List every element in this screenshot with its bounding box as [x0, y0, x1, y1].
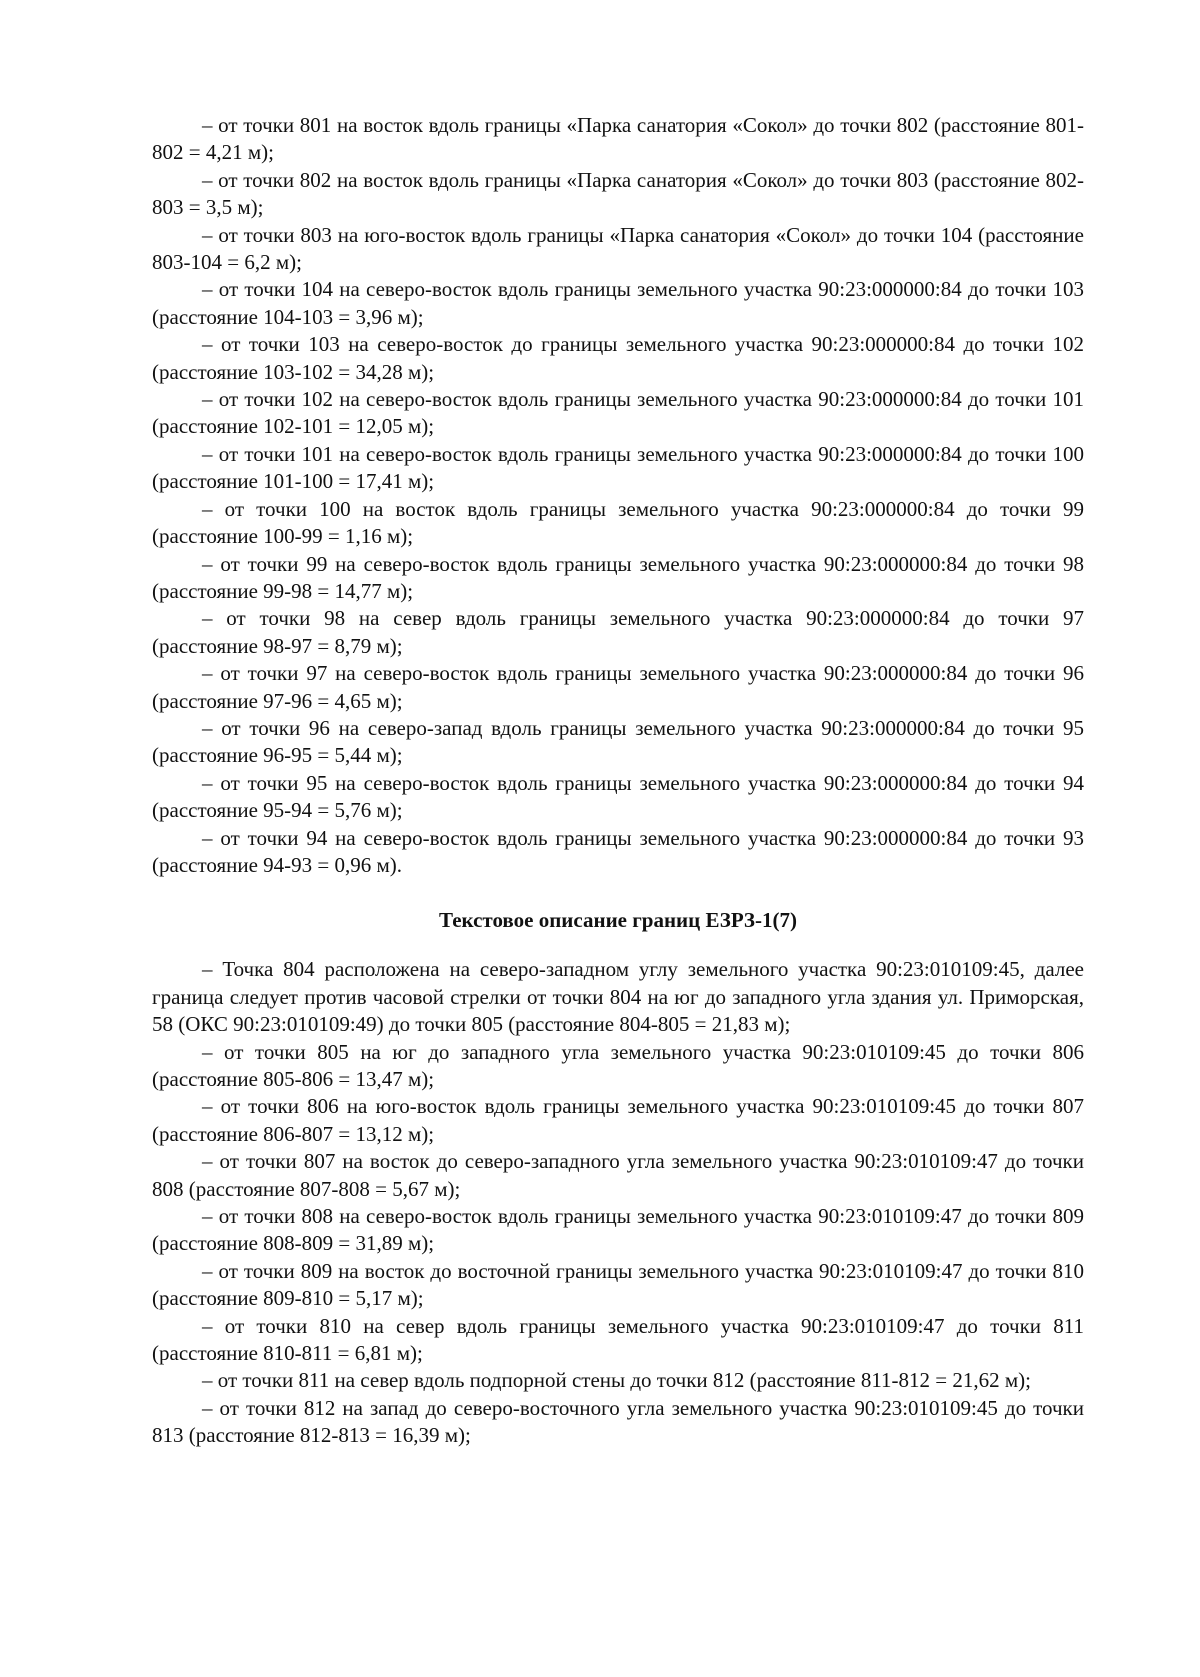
section-heading: Текстовое описание границ ЕЗРЗ-1(7)	[438, 908, 797, 933]
boundary-paragraph: – от точки 96 на северо-запад вдоль границы земельного участка 90:23:000000:84 до точки 95 (расстояние 96-95 = 5,44 м);	[152, 715, 1084, 768]
boundary-paragraph: – от точки 808 на северо-восток вдоль границы земельного участка 90:23:010109:47 до точки 809 (расстояние 808-809 = 31,89 м);	[152, 1204, 1084, 1256]
boundary-paragraph: – от точки 102 на северо-восток вдоль границы земельного участка 90:23:000000:84 до точки 101 (расстояние 102-101 = 12,05 м);	[152, 387, 1084, 439]
boundary-paragraph: – от точки 805 на юг до западного угла земельного участка 90:23:010109:45 до точки 806 (расстояние 805-806 = 13,47 м);	[152, 1039, 1084, 1091]
boundary-paragraph: – от точки 801 на восток вдоль границы «Парка санатория «Сокол» до точки 802 (расстояние 801-802 = 4,21 м);	[152, 113, 1084, 165]
boundary-paragraph: – от точки 809 на восток до восточной границы земельного участка 90:23:010109:47 до точки 810 (расстояние 809-810 = 5,17 м);	[152, 1258, 1084, 1311]
boundary-paragraph: – от точки 103 на северо-восток до границы земельного участка 90:23:000000:84 до точки 102 (расстояние 103-102 = 34,28 м);	[152, 332, 1084, 384]
document-page	[152, 112, 1084, 1450]
boundary-paragraph: – от точки 812 на запад до северо-восточного угла земельного участка 90:23:010109:45 до точки 813 (расстояние 812-813 = 16,39 м);	[152, 1395, 1084, 1448]
boundary-paragraph: – от точки 95 на северо-восток вдоль границы земельного участка 90:23:000000:84 до точки 94 (расстояние 95-94 = 5,76 м);	[152, 770, 1084, 823]
boundary-paragraph: – от точки 811 на север вдоль подпорной стены до точки 812 (расстояние 811-812 = 21,62 м);	[202, 1368, 1031, 1393]
boundary-paragraph: – от точки 807 на восток до северо-западного угла земельного участка 90:23:010109:47 до точки 808 (расстояние 807-808 = 5,67 м);	[152, 1149, 1084, 1201]
boundary-paragraph: – от точки 104 на северо-восток вдоль границы земельного участка 90:23:000000:84 до точки 103 (расстояние 104-103 = 3,96 м);	[152, 277, 1084, 329]
boundary-paragraph: – от точки 94 на северо-восток вдоль границы земельного участка 90:23:000000:84 до точки 93 (расстояние 94-93 = 0,96 м).	[152, 825, 1084, 877]
boundary-paragraph: – от точки 100 на восток вдоль границы земельного участка 90:23:000000:84 до точки 99 (расстояние 100-99 = 1,16 м);	[152, 496, 1084, 549]
boundary-paragraph: – от точки 803 на юго-восток вдоль границы «Парка санатория «Сокол» до точки 104 (расстояние 803-104 = 6,2 м);	[152, 222, 1084, 275]
boundary-paragraph: – от точки 101 на северо-восток вдоль границы земельного участка 90:23:000000:84 до точки 100 (расстояние 101-100 = 17,41 м);	[152, 441, 1084, 494]
boundary-paragraph: – от точки 98 на север вдоль границы земельного участка 90:23:000000:84 до точки 97 (расстояние 98-97 = 8,79 м);	[152, 606, 1084, 658]
boundary-list-1	[152, 112, 1084, 879]
boundary-paragraph: – Точка 804 расположена на северо-западном углу земельного участка 90:23:010109:45, далее граница следует против часовой стрелки от точки 804 на юг до западного угла здания ул. Приморская, 58 (ОКС 90:23:010109:49) до точки 805 (расстояние 804-805 = 21,83 м);	[152, 957, 1084, 1037]
boundary-paragraph: – от точки 99 на северо-восток вдоль границы земельного участка 90:23:000000:84 до точки 98 (расстояние 99-98 = 14,77 м);	[152, 551, 1084, 603]
boundary-list-2	[152, 956, 1084, 1449]
boundary-paragraph: – от точки 97 на северо-восток вдоль границы земельного участка 90:23:000000:84 до точки 96 (расстояние 97-96 = 4,65 м);	[152, 661, 1084, 713]
boundary-paragraph: – от точки 810 на север вдоль границы земельного участка 90:23:010109:47 до точки 811 (расстояние 810-811 = 6,81 м);	[152, 1313, 1084, 1366]
boundary-paragraph: – от точки 806 на юго-восток вдоль границы земельного участка 90:23:010109:45 до точки 807 (расстояние 806-807 = 13,12 м);	[152, 1094, 1084, 1146]
boundary-paragraph: – от точки 802 на восток вдоль границы «Парка санатория «Сокол» до точки 803 (расстояние 802-803 = 3,5 м);	[152, 167, 1084, 220]
